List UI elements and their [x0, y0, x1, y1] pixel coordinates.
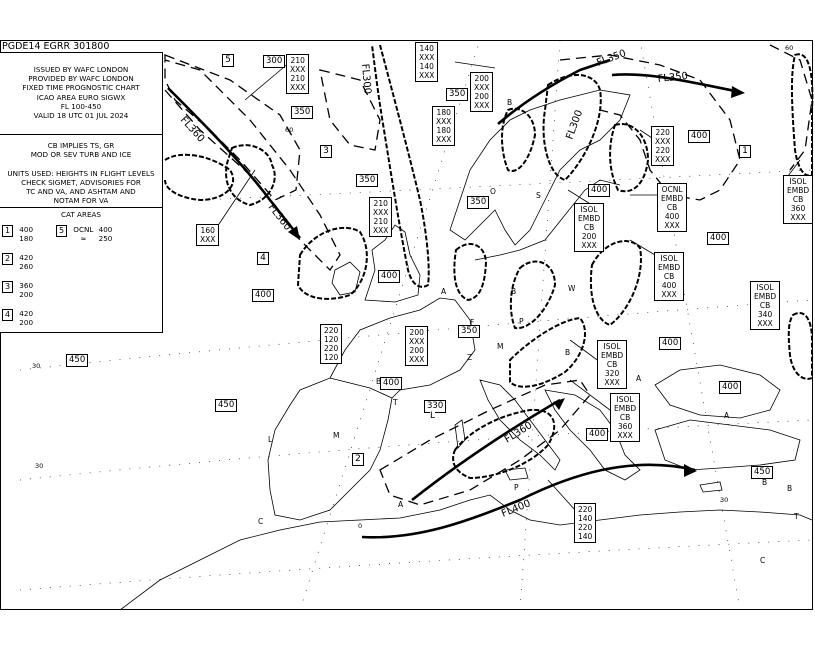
level-line: 200: [474, 74, 489, 83]
turb-ice-label: [320, 324, 342, 364]
cb-line: CB: [583, 223, 595, 232]
turb-ice-label: [405, 326, 428, 366]
cat-area-legend-3: [2, 281, 33, 299]
city-marker: A: [441, 287, 447, 296]
cat-base: 180: [19, 234, 34, 243]
level-line: XXX: [436, 135, 452, 144]
tropopause-height: 330: [424, 400, 446, 413]
note-line: NOTAM FOR VA: [53, 196, 109, 206]
city-marker: B: [787, 484, 793, 493]
jet-label: FL400: [500, 498, 533, 520]
cb-label: [783, 175, 813, 224]
turb-ice-label: [574, 503, 596, 543]
city-marker: T: [794, 512, 799, 521]
cb-line: XXX: [617, 431, 633, 440]
cat-area-id: 5: [56, 225, 67, 237]
city-marker: W: [568, 284, 576, 293]
city-marker: B: [376, 377, 382, 386]
cb-line: 340: [757, 310, 773, 319]
issue-line: VALID 18 UTC 01 JUL 2024: [33, 111, 129, 121]
city-marker: B: [511, 287, 517, 296]
tropopause-height: 400: [659, 337, 681, 350]
cat-base: 200: [19, 290, 34, 299]
tropopause-height: 350: [467, 196, 489, 209]
cb-line: XXX: [604, 378, 620, 387]
cat-base: 200: [19, 318, 34, 327]
cat-area-legend-2: [2, 253, 33, 271]
tropopause-height: 400: [586, 428, 608, 441]
cat-area-legend-1: [2, 225, 33, 243]
cat-top: 420: [19, 253, 34, 262]
turb-ice-label: [432, 106, 455, 146]
cb-label: [654, 252, 684, 301]
cb-line: OCNL: [661, 185, 683, 194]
level-line: 180: [436, 126, 451, 135]
tropopause-height: 450: [66, 354, 88, 367]
level-line: 220: [578, 523, 593, 532]
city-marker: C: [760, 556, 766, 565]
city-marker: L: [268, 435, 273, 444]
note-line: MOD OR SEV TURB AND ICE: [30, 150, 132, 160]
cat-base: 260: [19, 262, 34, 271]
cat-areas-title: CAT AREAS: [61, 210, 101, 219]
cb-line: XXX: [661, 290, 677, 299]
level-line: XXX: [655, 137, 671, 146]
level-line: XXX: [290, 65, 306, 74]
cat-zone-number: 2: [352, 453, 364, 466]
cb-line: ISOL: [660, 254, 678, 263]
cb-line: EMBD: [601, 351, 624, 360]
cb-line: ISOL: [789, 177, 807, 186]
turb-ice-label: [415, 42, 438, 82]
legend-notes-block: [0, 134, 162, 207]
chart-header-title: PGDE14 EGRR 301800: [2, 41, 110, 52]
cb-line: XXX: [581, 241, 597, 250]
city-marker: M: [497, 342, 504, 351]
cb-line: XXX: [757, 319, 773, 328]
cat-zone-number: 5: [222, 54, 234, 67]
cat-area-id: 1: [2, 225, 13, 237]
cat-top: 420: [19, 309, 34, 318]
tropopause-height: 400: [688, 130, 710, 143]
level-line: 220: [655, 128, 670, 137]
issue-line: PROVIDED BY WAFC LONDON: [28, 74, 134, 84]
city-marker: O: [490, 187, 496, 196]
latlon-mark: 60: [785, 44, 794, 52]
cat-area-legend-4: [2, 309, 33, 327]
cb-line: CB: [663, 272, 675, 281]
city-marker: S: [536, 191, 541, 200]
legend-cat-block: [0, 207, 162, 219]
tropopause-height: 300: [263, 55, 285, 68]
cb-line: CB: [606, 360, 618, 369]
tropopause-height: 400: [719, 381, 741, 394]
cb-line: ISOL: [756, 283, 774, 292]
issue-line: ISSUED BY WAFC LONDON: [33, 65, 129, 74]
latlon-mark: 30: [720, 496, 729, 504]
issue-line: ICAO AREA EURO SIGWX: [36, 92, 126, 102]
turb-ice-label: [286, 54, 309, 94]
jet-label: FL360: [265, 202, 294, 233]
tropopause-height: 400: [378, 270, 400, 283]
cb-label: [657, 183, 687, 232]
level-line: 160: [200, 226, 215, 235]
level-line: 220: [578, 505, 593, 514]
cb-line: 400: [664, 212, 680, 221]
cb-line: ISOL: [603, 342, 621, 351]
level-line: 140: [578, 532, 593, 541]
issue-line: FL 100-450: [60, 101, 102, 111]
level-line: 210: [373, 199, 388, 208]
cb-line: EMBD: [614, 404, 637, 413]
city-marker: T: [393, 398, 398, 407]
cb-line: CB: [666, 203, 678, 212]
level-line: 220: [655, 146, 670, 155]
level-line: XXX: [373, 208, 389, 217]
cat-area-id: 3: [2, 281, 13, 293]
cat-top: 400: [19, 225, 34, 234]
level-line: 140: [578, 514, 593, 523]
level-line: 200: [474, 92, 489, 101]
cb-label: [597, 340, 627, 389]
cb-line: EMBD: [658, 263, 681, 272]
jet-label: FL300: [359, 63, 373, 95]
latlon-mark: 30: [35, 462, 44, 470]
city-marker: A: [724, 411, 730, 420]
level-line: XXX: [474, 83, 490, 92]
cat-area-legend-5: [56, 225, 112, 243]
cb-line: CB: [619, 413, 631, 422]
city-marker: B: [762, 478, 768, 487]
cb-line: EMBD: [661, 194, 684, 203]
level-line: XXX: [419, 71, 435, 80]
jet-label: FL360: [502, 420, 535, 446]
cb-line: XXX: [664, 221, 680, 230]
cat-turb-icon: ≈: [80, 234, 87, 243]
tropopause-height: 400: [380, 377, 402, 390]
cb-label: [610, 393, 640, 442]
city-marker: P: [514, 483, 519, 492]
level-line: XXX: [200, 235, 216, 244]
cb-line: 360: [790, 204, 806, 213]
level-line: 220: [324, 326, 339, 335]
cb-line: CB: [792, 195, 804, 204]
city-marker: C: [258, 517, 264, 526]
cat-area-id: 4: [2, 309, 13, 321]
level-line: 210: [290, 56, 305, 65]
city-marker: F: [470, 318, 475, 327]
level-line: XXX: [290, 83, 306, 92]
note-line: [0, 159, 162, 168]
cb-line: 200: [581, 232, 597, 241]
city-marker: A: [636, 374, 642, 383]
cb-line: ISOL: [580, 205, 598, 214]
tropopause-height: 450: [215, 399, 237, 412]
cb-line: EMBD: [578, 214, 601, 223]
level-line: XXX: [409, 355, 425, 364]
note-line: TC AND VA, AND ASHTAM AND: [26, 187, 136, 197]
level-line: XXX: [474, 101, 490, 110]
cat-area-id: 2: [2, 253, 13, 265]
cb-line: EMBD: [754, 292, 777, 301]
turb-ice-label: [196, 224, 219, 246]
cat-base: 250: [98, 234, 113, 243]
tropopause-height: 400: [588, 184, 610, 197]
tropopause-height: 350: [356, 174, 378, 187]
level-line: XXX: [409, 337, 425, 346]
jet-label: FL360: [177, 114, 207, 145]
cat-top: 400: [98, 225, 113, 234]
cat-zone-number: 4: [257, 252, 269, 265]
city-marker: M: [333, 431, 340, 440]
level-line: XXX: [419, 53, 435, 62]
cb-line: XXX: [790, 213, 806, 222]
issue-line: FIXED TIME PROGNOSTIC CHART: [22, 83, 140, 93]
cat-note: OCNL: [73, 225, 94, 234]
latlon-mark: 0: [358, 522, 363, 530]
cb-line: 360: [617, 422, 633, 431]
cb-line: EMBD: [787, 186, 810, 195]
level-line: XXX: [373, 226, 389, 235]
turb-ice-label: [470, 72, 493, 112]
city-marker: Z: [467, 353, 473, 362]
cb-label: [574, 203, 604, 252]
level-line: XXX: [436, 117, 452, 126]
tropopause-low-mark: L: [430, 411, 436, 421]
tropopause-height: 400: [707, 232, 729, 245]
level-line: 180: [436, 108, 451, 117]
cb-line: 400: [661, 281, 677, 290]
turb-ice-label: [369, 197, 392, 237]
level-line: XXX: [655, 155, 671, 164]
tropopause-height: 450: [751, 466, 773, 479]
level-line: 120: [324, 335, 339, 344]
legend-issue-block: [0, 53, 162, 134]
jet-label: FL300: [564, 108, 586, 142]
city-marker: P: [519, 317, 524, 326]
level-line: 200: [409, 346, 424, 355]
cat-top: 360: [19, 281, 34, 290]
level-line: 140: [419, 62, 434, 71]
cat-zone-number: 1: [739, 145, 751, 158]
cb-line: 320: [604, 369, 620, 378]
note-line: CHECK SIGMET, ADVISORIES FOR: [21, 177, 141, 187]
tropopause-height: 350: [291, 106, 313, 119]
cb-label: [750, 281, 780, 330]
tropopause-height: 400: [252, 289, 274, 302]
cb-line: CB: [759, 301, 771, 310]
turb-ice-label: [651, 126, 674, 166]
level-line: 210: [290, 74, 305, 83]
latlon-mark: 60: [285, 126, 294, 134]
cb-line: ISOL: [616, 395, 634, 404]
city-marker: B: [507, 98, 513, 107]
tropopause-height: 350: [458, 325, 480, 338]
note-line: UNITS USED: HEIGHTS IN FLIGHT LEVELS: [7, 168, 155, 178]
tropopause-height: 350: [446, 88, 468, 101]
level-line: 140: [419, 44, 434, 53]
level-line: 120: [324, 353, 339, 362]
latlon-mark: 30: [32, 362, 41, 370]
level-line: 210: [373, 217, 388, 226]
city-marker: B: [565, 348, 571, 357]
cat-zone-number: 3: [320, 145, 332, 158]
note-line: CB IMPLIES TS, GR: [47, 141, 115, 150]
jet-label: FL350: [595, 48, 628, 69]
level-line: 220: [324, 344, 339, 353]
city-marker: A: [398, 500, 404, 509]
jet-label: FL350: [657, 70, 689, 85]
level-line: 200: [409, 328, 424, 337]
legend-panel: [0, 52, 163, 333]
